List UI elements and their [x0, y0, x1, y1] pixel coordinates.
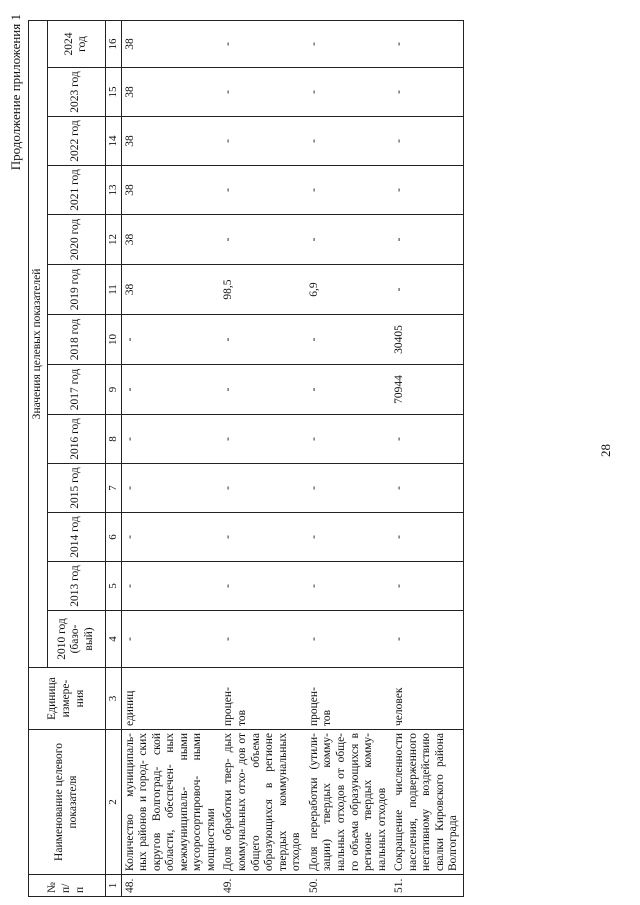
- indicator-value: -: [306, 215, 391, 265]
- indicator-value: -: [121, 513, 220, 562]
- header-year: 2016 год: [47, 415, 105, 464]
- header-year: 2024 год: [47, 20, 105, 67]
- indicator-value: -: [220, 464, 305, 513]
- column-number: 10: [105, 315, 121, 365]
- row-number: 49.: [220, 875, 305, 897]
- header-year: 2019 год: [47, 265, 105, 315]
- indicator-value: -: [391, 166, 463, 215]
- indicator-value: 6,9: [306, 265, 391, 315]
- indicator-value: -: [220, 513, 305, 562]
- indicator-value: -: [121, 415, 220, 464]
- column-number: 14: [105, 117, 121, 166]
- indicator-value: -: [220, 20, 305, 67]
- indicator-value: 30405: [391, 315, 463, 365]
- indicator-value: -: [121, 464, 220, 513]
- table-row: [220, 20, 305, 896]
- table-row: [306, 20, 391, 896]
- indicator-value: -: [306, 166, 391, 215]
- indicator-value: -: [220, 562, 305, 611]
- indicator-value: -: [306, 315, 391, 365]
- indicator-value: -: [391, 215, 463, 265]
- header-year: 2018 год: [47, 315, 105, 365]
- header-name: Наименование целевого показателя: [29, 730, 106, 875]
- header-year: 2014 год: [47, 513, 105, 562]
- indicator-name: Сокращение численности населения, подверженного негативному воздействию свалки Кировского района Волгограда: [391, 730, 463, 875]
- indicator-value: -: [306, 117, 391, 166]
- indicator-value: -: [306, 562, 391, 611]
- indicator-value: -: [220, 215, 305, 265]
- indicator-value: -: [391, 562, 463, 611]
- indicator-value: -: [306, 20, 391, 67]
- indicator-value: 38: [121, 68, 220, 117]
- indicator-value: -: [220, 68, 305, 117]
- header-unit: Единица измере- ния: [29, 668, 106, 730]
- indicator-value: -: [391, 265, 463, 315]
- indicator-value: -: [306, 365, 391, 415]
- indicator-value: -: [121, 562, 220, 611]
- indicator-value: 38: [121, 117, 220, 166]
- unit: процен- тов: [306, 668, 391, 730]
- indicator-value: -: [220, 166, 305, 215]
- column-number: 8: [105, 415, 121, 464]
- header-num: № п/п: [29, 875, 106, 897]
- indicator-value: -: [306, 68, 391, 117]
- header-year: 2017 год: [47, 365, 105, 415]
- row-number: 51.: [391, 875, 463, 897]
- indicator-value: 70944: [391, 365, 463, 415]
- row-number: 50.: [306, 875, 391, 897]
- column-number: 7: [105, 464, 121, 513]
- indicator-value: -: [220, 415, 305, 464]
- column-number: 11: [105, 265, 121, 315]
- column-number: 1: [105, 875, 121, 897]
- column-number: 13: [105, 166, 121, 215]
- header-year: 2013 год: [47, 562, 105, 611]
- column-number: 15: [105, 68, 121, 117]
- column-number: 4: [105, 611, 121, 668]
- indicator-name: Количество муниципаль- ных районов и город- ских округов Волгоград- ской области, обеспечен- ных межмуниципаль- ными мусоросортировоч- ными мощностями: [121, 730, 220, 875]
- unit: человек: [391, 668, 463, 730]
- table-body: [121, 20, 464, 896]
- column-number: 12: [105, 215, 121, 265]
- column-number: 16: [105, 20, 121, 67]
- indicator-value: -: [391, 68, 463, 117]
- indicator-value: 38: [121, 265, 220, 315]
- indicator-value: -: [306, 611, 391, 668]
- header-year: 2020 год: [47, 215, 105, 265]
- header-year: 2015 год: [47, 464, 105, 513]
- header-year: 2022 год: [47, 117, 105, 166]
- indicator-name: Доля обработки твер- дых коммунальных отхо- дов от общего объема образующихся в регионе твердых коммунальных отходов: [220, 730, 305, 875]
- indicator-value: 38: [121, 215, 220, 265]
- indicator-value: -: [220, 365, 305, 415]
- indicator-value: -: [306, 415, 391, 464]
- indicator-value: -: [121, 611, 220, 668]
- indicator-value: 38: [121, 20, 220, 67]
- indicator-value: -: [391, 513, 463, 562]
- header-year: 2010 год (базо- вый): [47, 611, 105, 668]
- indicator-name: Доля переработки (утили- зации) твердых комму- нальных отходов от обще- го объема образующихся в регионе твердых комму- нальных отходов: [306, 730, 391, 875]
- header-year: 2021 год: [47, 166, 105, 215]
- header-year: 2023 год: [47, 68, 105, 117]
- column-number: 9: [105, 365, 121, 415]
- indicator-value: -: [121, 315, 220, 365]
- indicator-value: -: [220, 611, 305, 668]
- indicator-value: -: [391, 611, 463, 668]
- table-row: [391, 20, 463, 896]
- indicator-value: 38: [121, 166, 220, 215]
- continuation-label: Продолжение приложения 1: [8, 14, 23, 171]
- unit: единиц: [121, 668, 220, 730]
- column-number: 5: [105, 562, 121, 611]
- page-number: 28: [598, 444, 613, 457]
- column-number: 6: [105, 513, 121, 562]
- indicators-table: [28, 20, 464, 897]
- unit: процен- тов: [220, 668, 305, 730]
- column-number: 3: [105, 668, 121, 730]
- row-number: 48.: [121, 875, 220, 897]
- indicator-value: -: [391, 117, 463, 166]
- indicator-value: -: [306, 464, 391, 513]
- column-number-row: [105, 20, 121, 896]
- indicator-value: 98,5: [220, 265, 305, 315]
- indicator-value: -: [306, 513, 391, 562]
- indicator-value: -: [391, 415, 463, 464]
- column-number: 2: [105, 730, 121, 875]
- table-row: [121, 20, 220, 896]
- indicator-value: -: [391, 20, 463, 67]
- indicator-value: -: [121, 365, 220, 415]
- indicator-value: -: [220, 315, 305, 365]
- indicator-value: -: [391, 464, 463, 513]
- header-values-group: Значения целевых показателей: [29, 20, 48, 667]
- indicator-value: -: [220, 117, 305, 166]
